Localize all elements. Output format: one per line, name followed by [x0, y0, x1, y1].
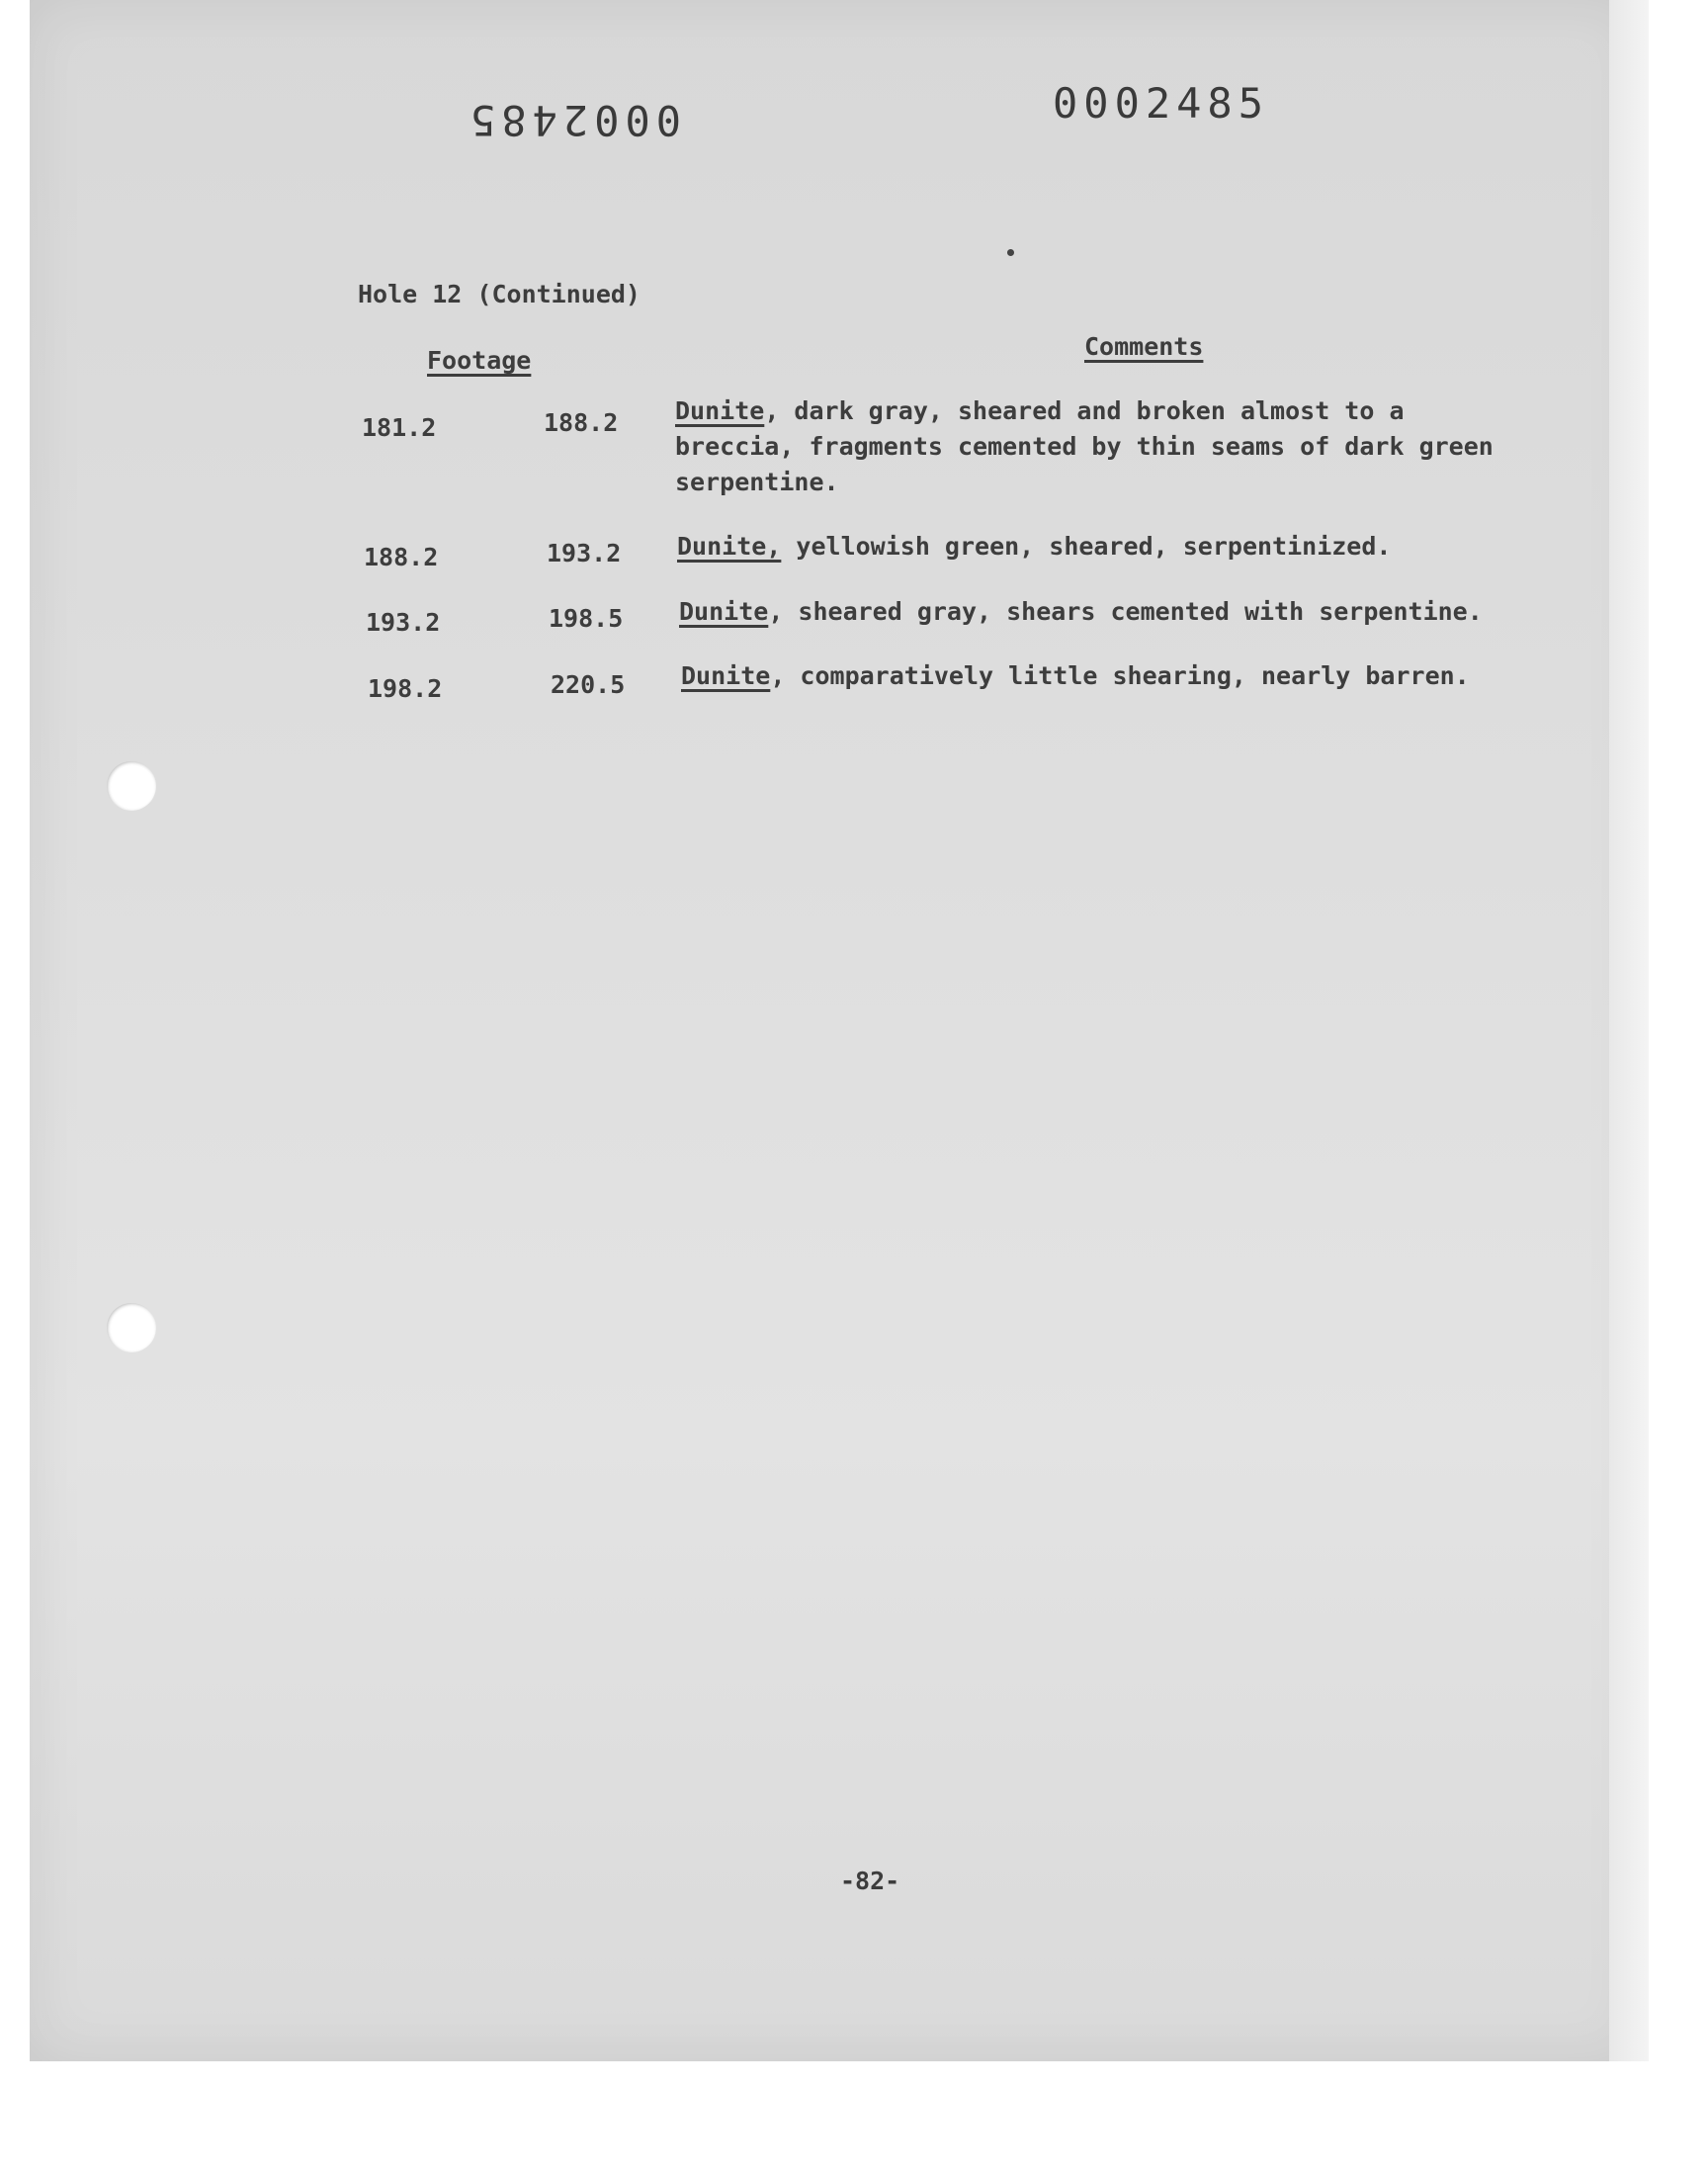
footage-to: 220.5 [551, 670, 626, 699]
rock-type: Dunite [681, 661, 771, 690]
punch-hole-upper [107, 761, 156, 811]
rock-description: yellowish green, sheared, serpentinized. [781, 532, 1392, 561]
footage-to: 188.2 [544, 408, 619, 437]
footage-to: 193.2 [547, 539, 622, 567]
rock-type: Dunite, [677, 532, 782, 561]
rock-description: , comparatively little shearing, nearly barren. [770, 661, 1470, 690]
footage-from: 188.2 [364, 543, 439, 571]
mirrored-document-number-stamp: 0002485 [465, 96, 682, 144]
footage-from: 198.2 [368, 674, 443, 703]
row-comment [679, 594, 1608, 630]
section-heading: Hole 12 (Continued) [358, 280, 640, 308]
footage-from: 193.2 [366, 608, 441, 637]
row-comment [675, 393, 1495, 500]
punch-hole-lower [107, 1303, 156, 1352]
footage-column-header: Footage [427, 346, 532, 375]
rock-type: Dunite [675, 396, 765, 425]
row-comment [677, 529, 1567, 565]
stray-mark [1007, 249, 1014, 256]
row-comment [681, 658, 1571, 694]
page-number: -82- [840, 1867, 900, 1895]
page-edge [1609, 0, 1649, 2061]
document-page [30, 0, 1639, 2061]
rock-description: , dark gray, sheared and broken almost to a breccia, fragments cemented by thin seams of dark green serpentine. [675, 396, 1494, 496]
rock-type: Dunite [679, 597, 769, 626]
footage-to: 198.5 [549, 604, 624, 633]
comments-column-header: Comments [1084, 332, 1204, 361]
rock-description: , sheared gray, shears cemented with serpentine. [768, 597, 1483, 626]
footage-from: 181.2 [362, 413, 437, 442]
document-number-stamp: 0002485 [1053, 79, 1270, 128]
